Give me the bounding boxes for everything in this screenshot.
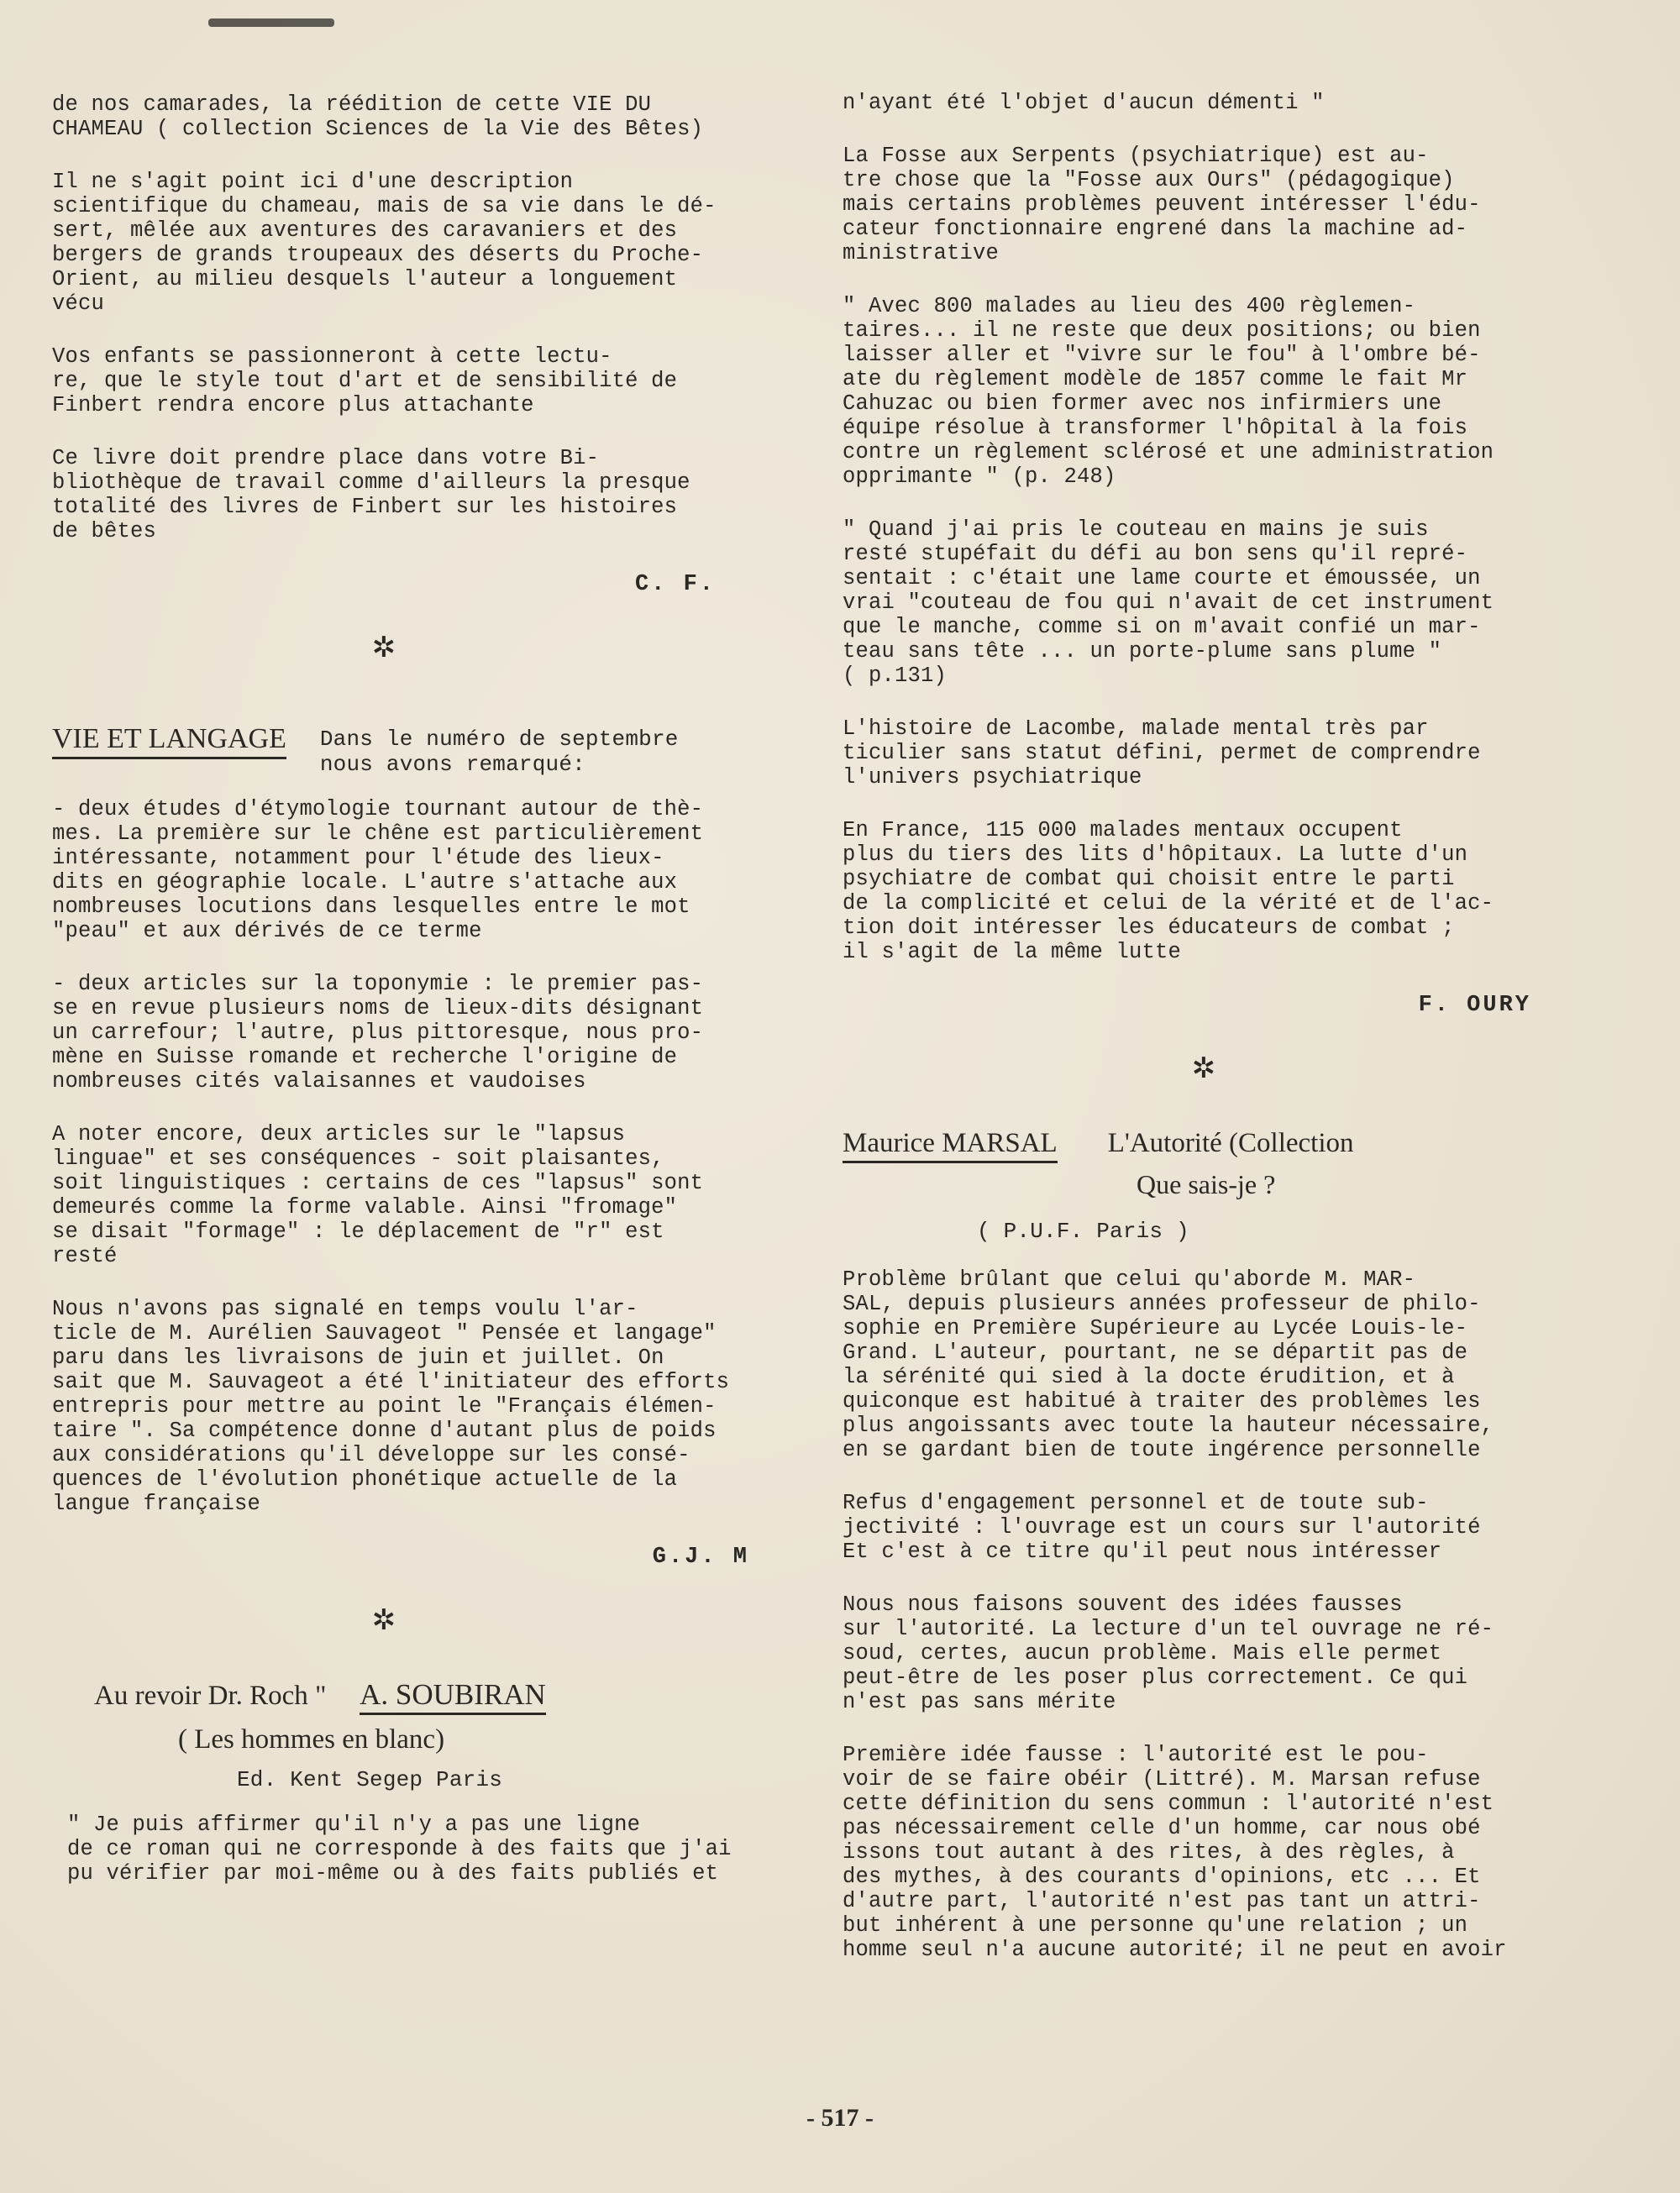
paragraph: n'ayant été l'objet d'aucun démenti " [843,91,1325,115]
paragraph: Il ne s'agit point ici d'une description scientifique du chameau, mais de sa vie dans le dé- sert, mêlée aux aventures des caravaniers et des bergers de grands troupeaux des déserts du Proche- Orient, au milieu desquels l'auteur a longuement vécu [52,170,717,316]
book-author: A. SOUBIRAN [360,1679,546,1715]
au-revoir-header [94,1679,791,1715]
paragraph: Vos enfants se passionneront à cette lectu- re, que le style tout d'art et de sensibilité de Finbert rendra encore plus attachante [52,344,678,417]
right-column [843,91,1582,1991]
paragraph: " Je puis affirmer qu'il n'y a pas une ligne de ce roman qui ne corresponde à des faits que j'ai pu vérifier par moi-même ou à des faits publiés et [67,1813,732,1886]
book-publisher: ( P.U.F. Paris ) [977,1219,1189,1244]
book-publisher: Ed. Kent Segep Paris [237,1767,503,1792]
ink-smudge [208,18,334,27]
separator-star-icon: ✲ [1191,1052,1216,1085]
book-collection: ( Les hommes en blanc) [178,1724,445,1755]
section-intro: Dans le numéro de septembre nous avons remarqué: [319,727,679,777]
book-collection: Que sais-je ? [1137,1169,1276,1199]
vie-langage-header [52,723,791,777]
paragraph: " Avec 800 malades au lieu des 400 règlemen- taires... il ne reste que deux positions; ou bien laisser aller et "vivre sur le fou" à l'ombre bé- ate du règlement modèle de 1857 comme le fait Mr Cahuzac ou bien former avec nos infirmiers une équipe résolue à transformer l'hôpital à la fois contre un règlement sclérosé et une administration opprimante " (p. 248) [843,294,1494,489]
paragraph: Nous nous faisons souvent des idées fausses sur l'autorité. La lecture d'un tel ouvrage ne ré- soud, certes, aucun problème. Mais elle permet peut-être de les poser plus correctement. Ce qui n'est pas sans mérite [843,1592,1494,1714]
book-title: L'Autorité (Collection [1107,1128,1354,1158]
page-number: - 517 - [806,2104,874,2132]
book-title: Au revoir Dr. Roch " [94,1681,327,1711]
separator-star-icon: ✲ [371,1603,396,1637]
book-author: Maurice MARSAL [843,1127,1058,1163]
paragraph: Problème brûlant que celui qu'aborde M. MAR- SAL, depuis plusieurs années professeur de philo- sophie en Première Supérieure au Lycée Louis-le- Grand. L'auteur, pourtant, ne se départit pas de la sérénité qui sied à la docte érudition, et à quiconque est habitué à traiter des problèmes les plus angoissants avec toute la hauteur nécessaire, en se gardant bien de toute ingérence personnelle [843,1267,1494,1462]
separator-star-icon: ✲ [371,631,396,664]
paragraph: " Quand j'ai pris le couteau en mains je suis resté stupéfait du défi au bon sens qu'il repré- sentait : c'était une lame courte et émoussée, un vrai "couteau de fou qui n'avait de cet instrument que le manche, comme si on m'avait confié un mar- teau sans tête ... un porte-plume sans plume " ( p.131) [843,517,1494,688]
paragraph: de nos camarades, la réédition de cette VIE DU CHAMEAU ( collection Sciences de la Vie des Bêtes) [52,92,704,141]
signature: F. OURY [1418,993,1531,1018]
paragraph: A noter encore, deux articles sur le "lapsus linguae" et ses conséquences - soit plaisantes, soit linguistiques : certains de ces "lapsus" sont demeurés comme la forme valable. Ainsi "fromage" se disait "formage" : le déplacement de "r" est resté [52,1122,704,1268]
left-column [52,92,791,1914]
signature: G.J. M [652,1545,749,1570]
section-title: VIE ET LANGAGE [52,723,286,759]
paragraph: Ce livre doit prendre place dans votre Bi- bliothèque de travail comme d'ailleurs la presque totalité des livres de Finbert sur les histoires de bêtes [52,446,690,543]
paragraph: En France, 115 000 malades mentaux occupent plus du tiers des lits d'hôpitaux. La lutte d'un psychiatre de combat qui choisit entre le parti de la complicité et celui de la vérité et de l'ac- tion doit intéresser les éducateurs de combat ; il s'agit de la même lutte [843,818,1494,964]
paragraph: - deux articles sur la toponymie : le premier pas- se en revue plusieurs noms de lieux-dits désignant un carrefour; l'autre, plus pittoresque, nous pro- mène en Suisse romande et recherche l'origine de nombreuses cités valaisannes et vaudoises [52,972,704,1094]
paragraph: Première idée fausse : l'autorité est le pou- voir de se faire obéir (Littré). M. Marsan refuse cette définition du sens commun : l'autorité n'est pas nécessairement celle d'un homme, car nous obé issons tout autant à des rites, à des règles, à des mythes, à des courants d'opinions, etc ... Et d'autre part, l'autorité n'est pas tant un attri- but inhérent à une personne qu'une relation ; un homme seul n'a aucune autorité; il ne peut en avoir [843,1743,1507,1962]
paragraph: Nous n'avons pas signalé en temps voulu l'ar- ticle de M. Aurélien Sauvageot " Pensée et langage" paru dans les livraisons de juin et juillet. On sait que M. Sauvageot a été l'initiateur des efforts entrepris pour mettre au point le "Français élémen- taire ". Sa compétence donne d'autant plus de poids aux considérations qu'il développe sur les consé- quences de l'évolution phonétique actuelle de la langue française [52,1297,730,1516]
marsal-header [843,1127,1582,1163]
paragraph: L'histoire de Lacombe, malade mental très par ticulier sans statut défini, permet de comprendre l'univers psychiatrique [843,716,1481,790]
signature: C. F. [634,572,716,597]
paragraph: La Fosse aux Serpents (psychiatrique) est au- tre chose que la "Fosse aux Ours" (pédagogique) mais certains problèmes peuvent intéresser l'édu- cateur fonctionnaire engrené dans la machine ad- ministrative [843,144,1481,265]
paragraph: Refus d'engagement personnel et de toute sub- jectivité : l'ouvrage est un cours sur l'autorité Et c'est à ce titre qu'il peut nous intéresser [843,1491,1481,1564]
paragraph: - deux études d'étymologie tournant autour de thè- mes. La première sur le chêne est particulièrement intéressante, notamment pour l'étude des lieux- dits en géographie locale. L'autre s'attache aux nombreuses locutions dans lesquelles entre le mot "peau" et aux dérivés de ce terme [52,797,704,943]
